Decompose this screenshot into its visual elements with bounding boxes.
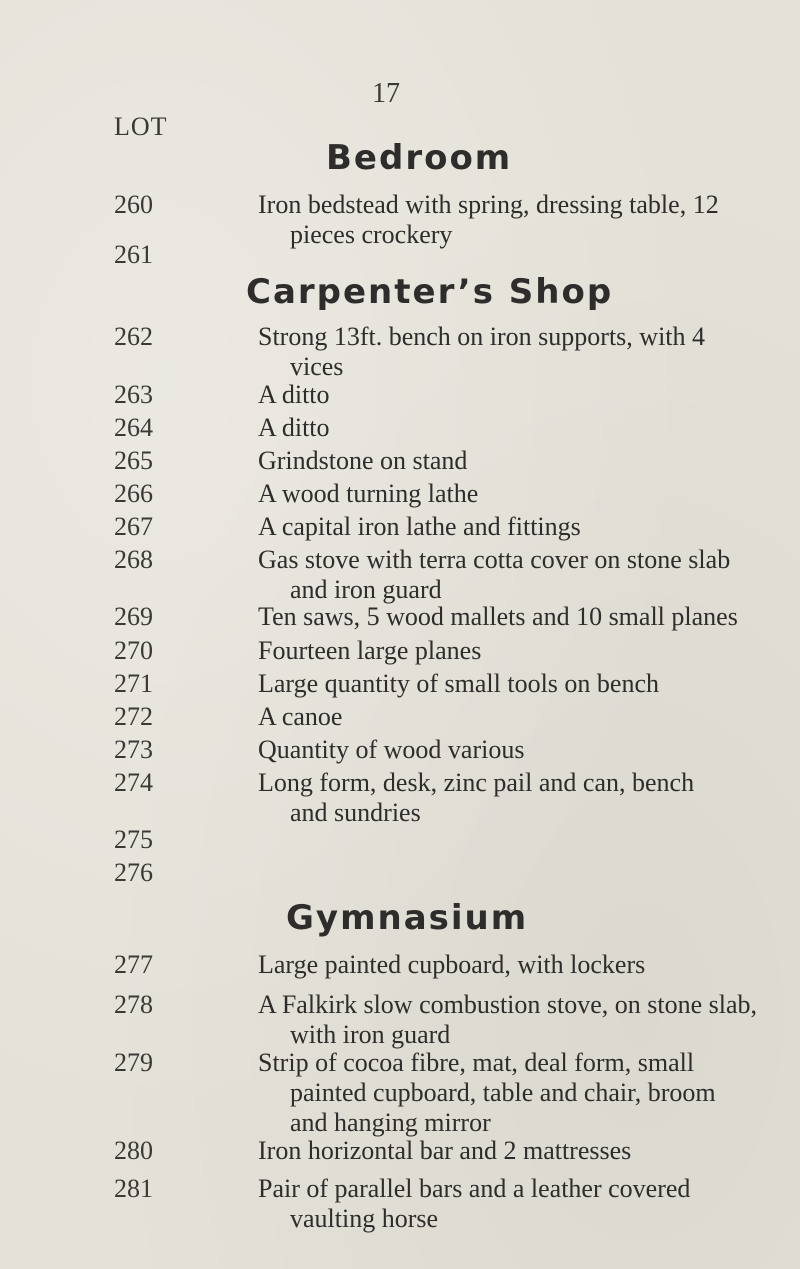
lot-column-header: LOT [114,112,168,141]
lot-number: 269 [114,602,153,631]
lot-description-continuation: painted cupboard, table and chair, broom [290,1078,716,1107]
lot-number: 279 [114,1048,153,1077]
lot-description-continuation: pieces crockery [290,220,453,249]
lot-description [258,768,778,828]
lot-description-line: Strip of cocoa fibre, mat, deal form, small [258,1048,695,1077]
lot-description-line: Large painted cupboard, with lockers [258,950,646,979]
lot-description-line: Large quantity of small tools on bench [258,669,659,698]
lot-description-line: A canoe [258,702,343,731]
lot-number: 271 [114,669,153,698]
lot-description [258,636,778,666]
section-heading-gymnasium: Gymnasium [286,898,529,938]
lot-number: 264 [114,413,153,442]
lot-description-line: Gas stove with terra cotta cover on stone slab [258,545,731,574]
lot-description [258,602,778,632]
lot-description-continuation: vaulting horse [290,1204,439,1233]
lot-description [258,990,778,1050]
lot-description [258,702,778,732]
lot-description [258,545,778,605]
lot-number: 261 [114,240,153,269]
lot-description [258,413,778,443]
lot-description-continuation: and sundries [290,798,421,827]
lot-description [258,669,778,699]
lot-description [258,1048,778,1138]
lot-number: 272 [114,702,153,731]
lot-description-continuation: and iron guard [290,575,442,604]
section-heading-bedroom: Bedroom [326,138,513,178]
lot-number: 265 [114,446,153,475]
page-number: 17 [372,78,400,109]
lot-description-line: A capital iron lathe and fittings [258,512,581,541]
lot-description-line: A ditto [258,413,330,442]
lot-description [258,512,778,542]
lot-number: 270 [114,636,153,665]
lot-description [258,190,778,250]
lot-number: 260 [114,190,153,219]
lot-description [258,1136,778,1166]
lot-description-line: A Falkirk slow combustion stove, on stone slab, [258,990,758,1019]
lot-description-line: Strong 13ft. bench on iron supports, with 4 [258,322,706,351]
lot-number: 266 [114,479,153,508]
lot-number: 268 [114,545,153,574]
lot-description [258,735,778,765]
lot-number: 276 [114,858,153,887]
lot-number: 273 [114,735,153,764]
lot-number: 274 [114,768,153,797]
lot-number: 281 [114,1174,153,1203]
lot-number: 277 [114,950,153,979]
lot-number: 278 [114,990,153,1019]
lot-number: 262 [114,322,153,351]
lot-description-line: Iron horizontal bar and 2 mattresses [258,1136,632,1165]
lot-description [258,380,778,410]
lot-description-continuation: with iron guard [290,1020,451,1049]
lot-number: 275 [114,825,153,854]
lot-number: 263 [114,380,153,409]
lot-description-line: A wood turning lathe [258,479,479,508]
lot-description-line: A ditto [258,380,330,409]
lot-description-continuation: and hanging mirror [290,1108,491,1137]
lot-description-line: Grindstone on stand [258,446,468,475]
lot-number: 267 [114,512,153,541]
lot-description [258,479,778,509]
lot-description [258,446,778,476]
lot-description-line: Long form, desk, zinc pail and can, bench [258,768,695,797]
lot-description [258,322,778,382]
lot-description-continuation: vices [290,352,344,381]
lot-description [258,950,778,980]
lot-description-line: Quantity of wood various [258,735,525,764]
lot-description-line: Pair of parallel bars and a leather covered [258,1174,691,1203]
lot-number: 280 [114,1136,153,1165]
lot-description-line: Ten saws, 5 wood mallets and 10 small planes [258,602,738,631]
section-heading-carpenters-shop: Carpenter’s Shop [246,272,614,312]
lot-description-line: Fourteen large planes [258,636,482,665]
lot-description [258,1174,778,1234]
lot-description-line: Iron bedstead with spring, dressing table, 12 [258,190,719,219]
